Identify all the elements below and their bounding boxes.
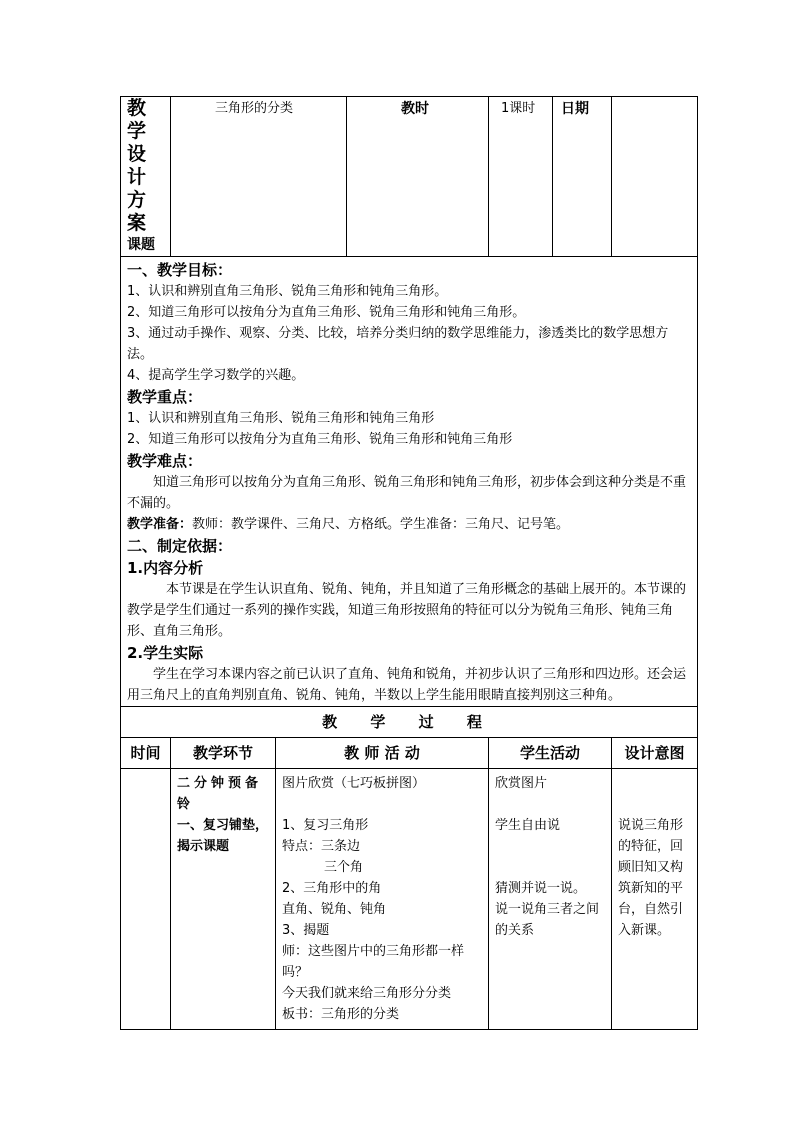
basis-heading: 二、制定依据： (127, 537, 233, 555)
key-point-item: 1、认识和辨别直角三角形、锐角三角形和钝角三角形 (127, 411, 435, 426)
process-stage (171, 769, 276, 1030)
objective-item: 2、知道三角形可以按角分为直角三角形、锐角三角形和钝角三角形。 (127, 305, 526, 320)
process-intent: 说说三角形的特征，回顾旧知又构筑新知的平台，自然引入新课。 (612, 769, 698, 1030)
teacher-line: 师：这些图片中的三角形都一样吗？ (282, 944, 465, 980)
teacher-line: 1、复习三角形 (282, 818, 369, 833)
col-student: 学生活动 (489, 738, 612, 769)
objectives-heading: 一、教学目标： (127, 261, 233, 279)
spacer (495, 836, 605, 857)
teacher-line: 3、揭题 (282, 923, 330, 938)
date-label: 日期 (553, 97, 612, 257)
student-line: 说一说角三者之间的关系 (495, 902, 600, 938)
student-line: 猜测并说一说。 (495, 881, 587, 896)
spacer (495, 857, 605, 878)
teacher-line: 2、三角形中的角 (282, 881, 382, 896)
student-reality-heading: 2.学生实际 (127, 644, 204, 662)
student-reality-text: 学生在学习本课内容之前已认识了直角、钝角和锐角，并初步认识了三角形和四边形。还会运用三角尺上的直角判别直角、锐角、钝角，半数以上学生能用眼睛直接判别这三种角。 (127, 667, 687, 703)
process-title: 教 学 过 程 (121, 707, 698, 738)
lesson-plan (120, 96, 697, 1030)
teacher-line: 今天我们就来给三角形分分类 (282, 986, 452, 1001)
teacher-line: 三个角 (324, 860, 364, 875)
spacer (282, 794, 482, 815)
teacher-line: 特点：三条边 (282, 839, 361, 854)
preparation-label: 教学准备： (127, 517, 193, 532)
title-char: 方 (127, 189, 147, 211)
col-time: 时间 (121, 738, 171, 769)
period-label: 教时 (347, 97, 489, 257)
student-line: 欣赏图片 (495, 776, 548, 791)
col-stage: 教学环节 (171, 738, 276, 769)
lesson-plan-table (120, 96, 698, 1030)
teacher-line: 直角、锐角、钝角 (282, 902, 387, 917)
objective-item: 1、认识和辨别直角三角形、锐角三角形和钝角三角形。 (127, 284, 448, 299)
col-teacher: 教 师 活 动 (276, 738, 489, 769)
process-student (489, 769, 612, 1030)
key-points-heading: 教学重点： (127, 388, 203, 406)
topic-value: 三角形的分类 (171, 97, 347, 257)
content-analysis-heading: 1.内容分析 (127, 559, 204, 577)
plan-title (121, 97, 170, 235)
difficulties-text: 知道三角形可以按角分为直角三角形、锐角三角形和钝角三角形，初步体会到这种分类是不重不漏的。 (127, 475, 687, 511)
plan-title-cell (121, 97, 171, 257)
stage-prebell: 二分钟预备铃 (177, 776, 263, 812)
title-char: 学 (127, 120, 147, 142)
period-value: 1课时 (489, 97, 553, 257)
spacer (495, 794, 605, 815)
plan-body (121, 257, 698, 707)
date-value (612, 97, 698, 257)
objective-item: 3、通过动手操作、观察、分类、比较，培养分类归纳的数学思维能力，渗透类比的数学思想方法。 (127, 326, 669, 362)
teacher-line: 图片欣赏（七巧板拼图） (282, 776, 426, 791)
title-char: 设 (127, 143, 147, 165)
title-char: 计 (127, 166, 147, 188)
title-char: 教 (127, 97, 147, 119)
key-point-item: 2、知道三角形可以按角分为直角三角形、锐角三角形和钝角三角形 (127, 432, 513, 447)
content-analysis-text: 本节课是在学生认识直角、锐角、钝角，并且知道了三角形概念的基础上展开的。本节课的教学是学生们通过一系列的操作实践，知道三角形按照角的特征可以分为锐角三角形、钝角三角形、直角三角形。 (127, 582, 687, 639)
preparation (127, 514, 691, 535)
stage-review: 一、复习铺垫，揭示课题 (177, 818, 269, 854)
process-time (121, 769, 171, 1030)
student-line: 学生自由说 (495, 818, 561, 833)
topic-label: 课题 (127, 237, 155, 253)
process-teacher (276, 769, 489, 1030)
title-char: 案 (127, 212, 147, 234)
col-intent: 设计意图 (612, 738, 698, 769)
objective-item: 4、提高学生学习数学的兴趣。 (127, 368, 305, 383)
preparation-text: 教师：教学课件、三角尺、方格纸。学生准备：三角尺、记号笔。 (192, 517, 570, 532)
teacher-line: 板书：三角形的分类 (282, 1007, 400, 1022)
difficulties-heading: 教学难点： (127, 452, 203, 470)
